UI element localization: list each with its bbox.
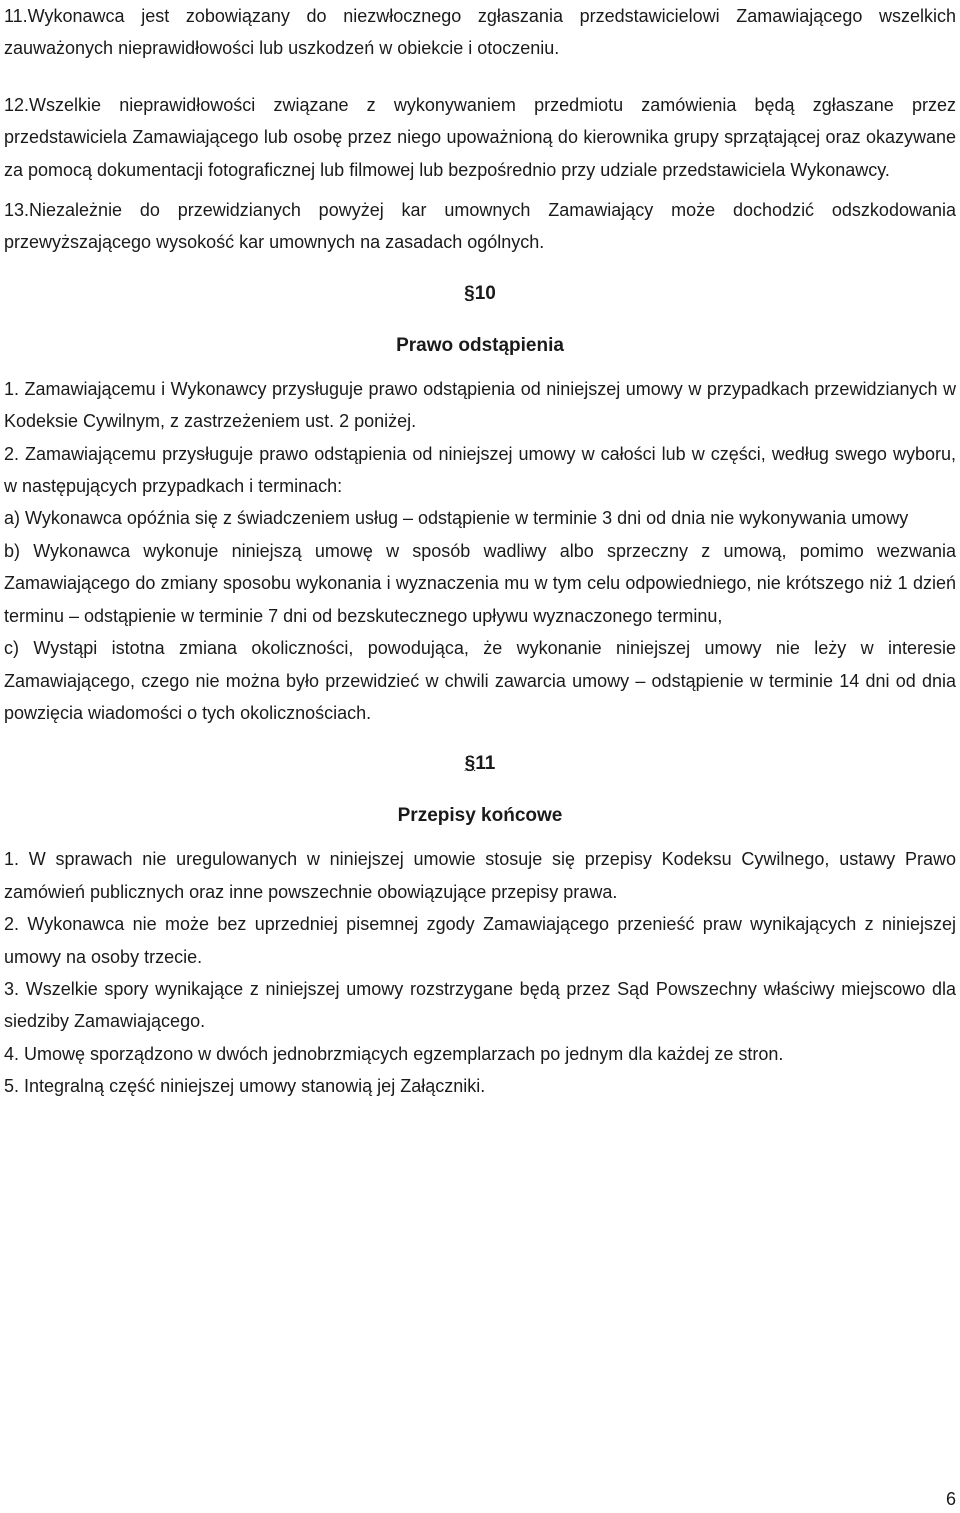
section-11-item-4: 4. Umowę sporządzono w dwóch jednobrzmiących egzemplarzach po jednym dla każdej ze stron. (4, 1043, 784, 1064)
section-11-title: Przepisy końcowe (397, 805, 563, 827)
section-10-item-a: a) Wykonawca opóźnia się z świadczeniem usług – odstąpienie w terminie 3 dni od dnia nie wykonywania umowy (4, 508, 909, 529)
section-11-item-3: 3. Wszelkie spory wynikające z niniejszej umowy rozstrzygane będą przez Sąd Powszechny właściwy miejscowo dla siedziby Zamawiającego. (4, 978, 956, 1032)
section-10-heading (4, 277, 956, 311)
section-11-heading (4, 747, 956, 781)
page-number: 6 (945, 1489, 956, 1509)
section-11-item-2: 2. Wykonawca nie może bez uprzedniej pisemnej zgody Zamawiającego przenieść praw wynikających z niniejszej umowy na osoby trzecie. (4, 914, 956, 967)
section-11-item-1: 1. W sprawach nie uregulowanych w niniejszej umowie stosuje się przepisy Kodeksu Cywilnego, ustawy Prawo zamówień publicznych oraz inne powszechnie obowiązujące przepisy prawa. (4, 849, 956, 902)
section-sign: § (464, 753, 476, 775)
section-number: 10 (474, 282, 496, 304)
section-11-item-5: 5. Integralną część niniejszej umowy stanowią jej Załączniki. (4, 1076, 486, 1097)
section-sign: § (464, 282, 475, 304)
clause-13: 13.Niezależnie do przewidzianych powyżej kar umownych Zamawiający może dochodzić odszkodowania przewyższającego wysokość kar umownych na zasadach ogólnych. (4, 200, 956, 253)
section-10-title: Prawo odstąpienia (396, 334, 564, 356)
document-page (4, 0, 956, 1103)
section-number: 11 (475, 753, 496, 775)
section-10-item-b: b) Wykonawca wykonuje niniejszą umowę w sposób wadliwy albo sprzeczny z umową, pomimo wezwania Zamawiającego do zmiany sposobu wykonania i wyznaczenia mu w tym celu odpowiedniego, nie krótszego niż 1 dzień terminu – odstąpienie w terminie 7 dni od bezskutecznego upływu wyznaczonego terminu, (4, 540, 956, 626)
section-10-item-c: c) Wystąpi istotna zmiana okoliczności, powodująca, że wykonanie niniejszej umowy nie leży w interesie Zamawiającego, czego nie można było przewidzieć w chwili zawarcia umowy – odstąpienie w terminie 14 dni od dnia powzięcia wiadomości o tych okolicznościach. (4, 638, 956, 723)
clause-11: 11.Wykonawca jest zobowiązany do niezwłocznego zgłaszania przedstawicielowi Zamawiającego wszelkich zauważonych nieprawidłowości lub uszkodzeń w obiekcie i otoczeniu. (4, 6, 956, 59)
section-10-item-1: 1. Zamawiającemu i Wykonawcy przysługuje prawo odstąpienia od niniejszej umowy w przypadkach przewidzianych w Kodeksie Cywilnym, z zastrzeżeniem ust. 2 poniżej. (4, 378, 956, 432)
section-10-item-2: 2. Zamawiającemu przysługuje prawo odstąpienia od niniejszej umowy w całości lub w części, według swego wyboru, w następujących przypadkach i terminach: (4, 443, 956, 497)
clause-12: 12.Wszelkie nieprawidłowości związane z wykonywaniem przedmiotu zamówienia będą zgłaszane przez przedstawiciela Zamawiającego lub osobę przez niego upoważnioną do kierownika grupy sprzątającej oraz okazywane za pomocą dokumentacji fotograficznej lub filmowej lub bezpośrednio przy udziale przedstawiciela Wykonawcy. (4, 94, 956, 180)
